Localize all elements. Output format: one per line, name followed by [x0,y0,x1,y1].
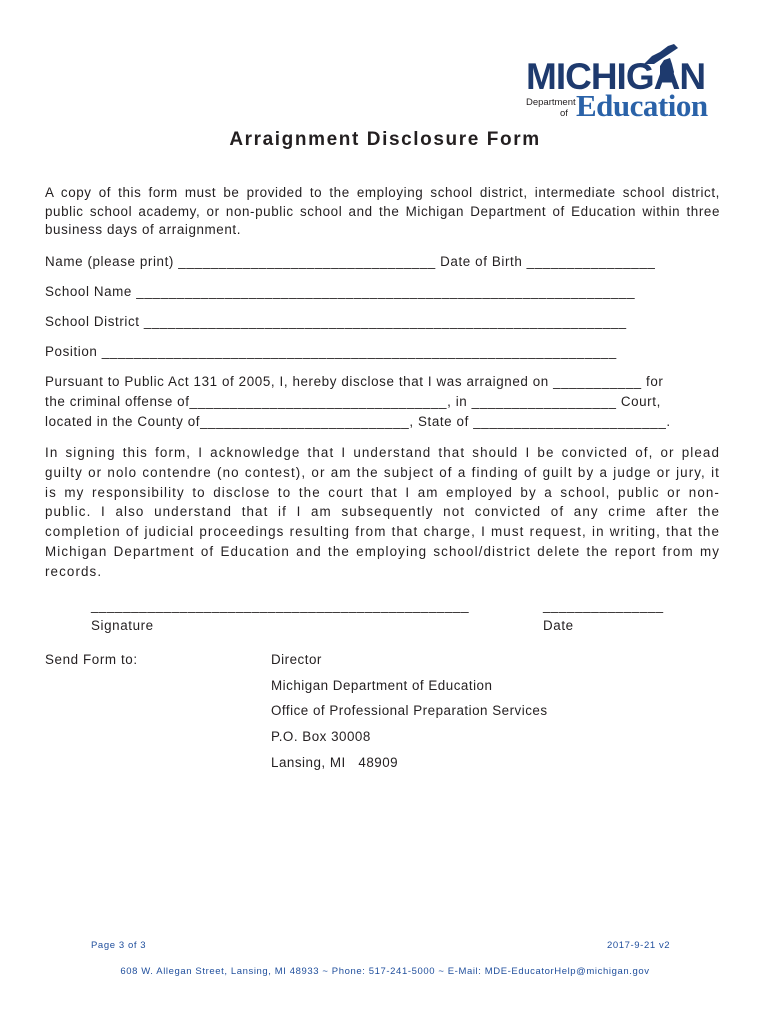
date-label: Date [543,618,574,633]
footer-contact: 608 W. Allegan Street, Lansing, MI 48933 ~ Phone: 517-241-5000 ~ E-Mail: MDE-EducatorHelp@michigan.gov [120,966,650,977]
address-line: P.O. Box 30008 [271,729,371,744]
send-form-label: Send Form to: [45,652,138,667]
school-name-field: School Name ______________________________________________________________ [45,284,636,299]
date-line: _______________ [543,598,664,613]
intro-paragraph: A copy of this form must be provided to the employing school district, intermediate school district, public school academy, or non-public school and the Michigan Department of Education within three business days of arraignment. [45,185,720,237]
address-line: Director [271,652,322,667]
pursuant-line-3: located in the County of__________________________, State of ________________________. [45,414,671,429]
position-field: Position ________________________________________________________________ [45,344,617,359]
acknowledgement-paragraph: In signing this form, I acknowledge that I understand that should I be convicted of, or plead guilty or nolo contendre (no contest), or am the subject of a finding of guilt by a judge or jury, it is my responsibility to disclose to the court that I am employed by a school, public or non-public. I also understand that if I am subsequently not convicted of any crime after the completion of judicial proceedings resulting from that charge, I must request, in writing, that the Michigan Department of Education and the employing school/district delete the report from my records. [45,445,720,579]
address-line: Office of Professional Preparation Services [271,703,548,718]
version-date: 2017-9-21 v2 [607,940,671,951]
form-title: Arraignment Disclosure Form [229,129,541,150]
page-number: Page 3 of 3 [91,940,147,951]
pursuant-line-2: the criminal offense of________________________________, in __________________ Court, [45,394,661,409]
name-dob-field: Name (please print) ________________________________ Date of Birth ________________ [45,254,656,269]
mde-logo [520,40,725,130]
school-district-field: School District ____________________________________________________________ [45,314,627,329]
logo-education-text: Education [576,88,708,123]
signature-line: _______________________________________________ [91,598,470,613]
signature-label: Signature [91,618,154,633]
logo-michigan-text: MICHIGAN [526,56,706,97]
address-line: Michigan Department of Education [271,678,493,693]
pursuant-line-1: Pursuant to Public Act 131 of 2005, I, hereby disclose that I was arraigned on ___________ for [45,374,664,389]
address-line: Lansing, MI 48909 [271,755,399,770]
logo-department-text: Department of [526,97,576,119]
